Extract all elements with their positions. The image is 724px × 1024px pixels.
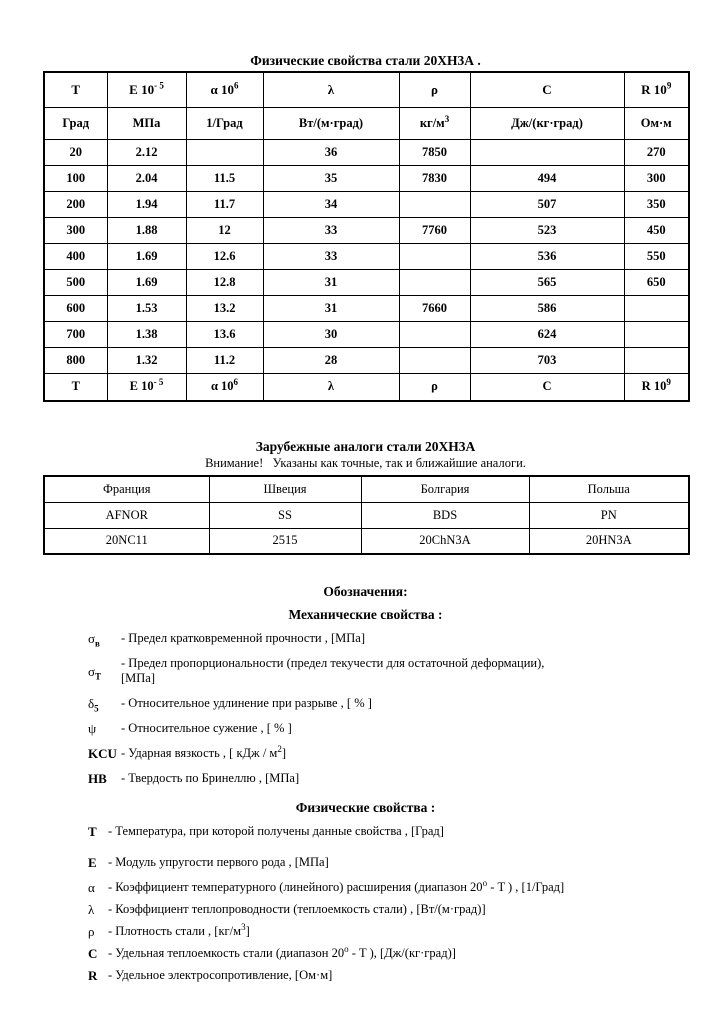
table-row	[44, 165, 689, 191]
table-cell: 700	[44, 321, 107, 347]
definition-symbol: ψ	[88, 721, 97, 736]
footer-cell: λ	[263, 373, 399, 401]
table-cell: 586	[470, 295, 624, 321]
table-cell: SS	[209, 502, 361, 528]
table-cell: 34	[263, 191, 399, 217]
definition-symbol: $\sigma_Т$	[88, 663, 102, 682]
definition-row	[43, 824, 688, 839]
footer-cell: E $10^{- 5}$	[107, 373, 186, 401]
table-cell: Франция	[44, 476, 209, 502]
table-units-row	[44, 107, 689, 139]
definition-row	[43, 771, 688, 786]
definition-text: - Температура, при которой получены данные свойства , [Град]	[108, 824, 444, 838]
table-cell: 550	[624, 243, 689, 269]
table-cell: 35	[263, 165, 399, 191]
definition-row	[43, 743, 688, 761]
table-cell: 350	[624, 191, 689, 217]
table-row	[44, 347, 689, 373]
table-cell: 800	[44, 347, 107, 373]
analogs-standard-row	[44, 502, 689, 528]
table-cell: 7760	[399, 217, 470, 243]
table-cell: 1.69	[107, 243, 186, 269]
table-cell	[399, 243, 470, 269]
table-cell: 20	[44, 139, 107, 165]
table-cell: 12	[186, 217, 263, 243]
definition-row	[43, 696, 688, 714]
table-cell: 20NC11	[44, 528, 209, 554]
definition-row	[43, 921, 688, 939]
definition-row	[43, 721, 688, 736]
header-cell: R $10^9$	[624, 72, 689, 107]
table-cell: 1.32	[107, 347, 186, 373]
definition-text: - Предел кратковременной прочности , [МПа]	[121, 631, 366, 645]
table-row	[44, 191, 689, 217]
table-cell	[470, 139, 624, 165]
footer-cell: ρ	[399, 373, 470, 401]
definition-row	[43, 656, 688, 686]
definition-symbol: α	[88, 880, 95, 895]
table-cell: 13.6	[186, 321, 263, 347]
definition-row	[43, 855, 688, 870]
table-cell	[186, 139, 263, 165]
table-cell	[624, 347, 689, 373]
analogs-country-row	[44, 476, 689, 502]
table-cell: 28	[263, 347, 399, 373]
definition-row	[43, 631, 688, 649]
unit-cell: Град	[44, 107, 107, 139]
table-cell: 300	[44, 217, 107, 243]
physical-properties-heading: Физические свойства :	[295, 800, 436, 815]
definition-text: - Коэффициент температурного (линейного) расширения (диапазон $20^о$ - T ) , [1/Град]	[108, 877, 565, 894]
table-row	[44, 321, 689, 347]
definition-text: - Плотность стали , $[кг/м^3]$	[108, 921, 250, 938]
table-cell: 624	[470, 321, 624, 347]
definition-symbol: λ	[88, 902, 95, 917]
definition-symbol: HB	[88, 771, 107, 786]
table-row	[44, 243, 689, 269]
legend-title: Обозначения:	[323, 584, 408, 599]
table-cell: 30	[263, 321, 399, 347]
table-cell: 2.12	[107, 139, 186, 165]
footer-cell: R $10^9$	[624, 373, 689, 401]
analogs-grade-row	[44, 528, 689, 554]
definition-text: - Удельная теплоемкость стали (диапазон $20^о$ - T ), [Дж/(кг·град)]	[108, 943, 456, 960]
table-cell: 31	[263, 269, 399, 295]
document-content	[43, 0, 688, 983]
table-cell: 200	[44, 191, 107, 217]
definition-symbol: KCU	[88, 746, 117, 761]
table-cell: 494	[470, 165, 624, 191]
mechanical-definitions	[43, 631, 688, 786]
table-cell: 703	[470, 347, 624, 373]
definition-text: - Предел пропорциональности (предел текучести для остаточной деформации), [МПа]	[121, 656, 545, 685]
table-cell	[399, 191, 470, 217]
physical-properties-table	[43, 71, 690, 402]
definition-symbol: ρ	[88, 924, 95, 939]
unit-cell: 1/Град	[186, 107, 263, 139]
table-cell: Швеция	[209, 476, 361, 502]
header-cell: λ	[263, 72, 399, 107]
table-cell: 7830	[399, 165, 470, 191]
table-cell: 100	[44, 165, 107, 191]
table-cell: 33	[263, 243, 399, 269]
definition-text: - Модуль упругости первого рода , [МПа]	[108, 855, 329, 869]
table-cell	[399, 321, 470, 347]
unit-cell: Ом·м	[624, 107, 689, 139]
analogs-title: Зарубежные аналоги стали 20ХН3А	[255, 439, 476, 454]
definition-text: - Относительное сужение , [ % ]	[121, 721, 292, 735]
definition-text: - Удельное электросопротивление, [Ом·м]	[108, 968, 333, 982]
table-cell: PN	[529, 502, 689, 528]
definition-row	[43, 902, 688, 917]
table-cell: 1.94	[107, 191, 186, 217]
table-header-row	[44, 72, 689, 107]
table-cell: 20ChN3A	[361, 528, 529, 554]
table-cell: 11.7	[186, 191, 263, 217]
unit-cell: $кг/м^3$	[399, 107, 470, 139]
header-cell: α $10^6$	[186, 72, 263, 107]
table-cell: 500	[44, 269, 107, 295]
table-cell: 536	[470, 243, 624, 269]
table-cell: 400	[44, 243, 107, 269]
table-row	[44, 139, 689, 165]
definition-symbol: T	[88, 824, 97, 839]
table-cell: 12.8	[186, 269, 263, 295]
header-cell: E $10^{- 5}$	[107, 72, 186, 107]
table-cell: 1.38	[107, 321, 186, 347]
analogs-note: Внимание! Указаны как точные, так и ближайшие аналоги.	[205, 456, 526, 470]
table-cell: 1.88	[107, 217, 186, 243]
footer-cell: α $10^6$	[186, 373, 263, 401]
table-cell: 600	[44, 295, 107, 321]
table-cell: 7850	[399, 139, 470, 165]
physical-definitions	[43, 824, 688, 983]
table-row	[44, 295, 689, 321]
table-row	[44, 217, 689, 243]
table-row	[44, 269, 689, 295]
definition-symbol: E	[88, 855, 97, 870]
table-cell: 31	[263, 295, 399, 321]
table-cell: 36	[263, 139, 399, 165]
definition-text: - Ударная вязкость , [ кДж / $м^2$]	[121, 743, 286, 760]
definition-text: - Коэффициент теплопроводности (теплоемкость стали) , [Вт/(м·град)]	[108, 902, 486, 916]
footer-cell: T	[44, 373, 107, 401]
table-cell: BDS	[361, 502, 529, 528]
table-cell: 1.53	[107, 295, 186, 321]
table-cell: 11.2	[186, 347, 263, 373]
header-cell: ρ	[399, 72, 470, 107]
table-footer-row	[44, 373, 689, 401]
table-cell: 2.04	[107, 165, 186, 191]
table-cell: 2515	[209, 528, 361, 554]
definition-text: - Относительное удлинение при разрыве , [ % ]	[121, 696, 372, 710]
table-cell	[624, 295, 689, 321]
header-cell: T	[44, 72, 107, 107]
definition-symbol: $\sigma_в$	[88, 631, 100, 649]
table-cell: 565	[470, 269, 624, 295]
table-cell: 523	[470, 217, 624, 243]
table-cell: 1.69	[107, 269, 186, 295]
table-cell: 33	[263, 217, 399, 243]
table-cell: 507	[470, 191, 624, 217]
table-cell	[399, 347, 470, 373]
table-cell: 12.6	[186, 243, 263, 269]
definition-text: - Твердость по Бринеллю , [МПа]	[121, 771, 300, 785]
unit-cell: Вт/(м·град)	[263, 107, 399, 139]
table-cell: Польша	[529, 476, 689, 502]
footer-cell: C	[470, 373, 624, 401]
table-cell: Болгария	[361, 476, 529, 502]
header-cell: C	[470, 72, 624, 107]
table-cell: 20HN3A	[529, 528, 689, 554]
table-cell: 450	[624, 217, 689, 243]
definition-row	[43, 877, 688, 895]
table-cell: 7660	[399, 295, 470, 321]
table-cell: 270	[624, 139, 689, 165]
physical-properties-title: Физические свойства стали 20ХН3А .	[250, 53, 481, 68]
table-cell: AFNOR	[44, 502, 209, 528]
mechanical-properties-heading: Механические свойства :	[288, 607, 443, 622]
definition-symbol: C	[88, 946, 98, 961]
unit-cell: Дж/(кг·град)	[470, 107, 624, 139]
definition-row	[43, 943, 688, 961]
table-cell: 13.2	[186, 295, 263, 321]
unit-cell: МПа	[107, 107, 186, 139]
table-cell: 300	[624, 165, 689, 191]
table-cell	[399, 269, 470, 295]
table-cell: 650	[624, 269, 689, 295]
table-cell: 11.5	[186, 165, 263, 191]
table-cell	[624, 321, 689, 347]
definition-symbol: $\delta_5$	[88, 696, 99, 714]
definition-symbol: R	[88, 968, 98, 983]
analogs-table	[43, 475, 690, 555]
definition-row	[43, 968, 688, 983]
